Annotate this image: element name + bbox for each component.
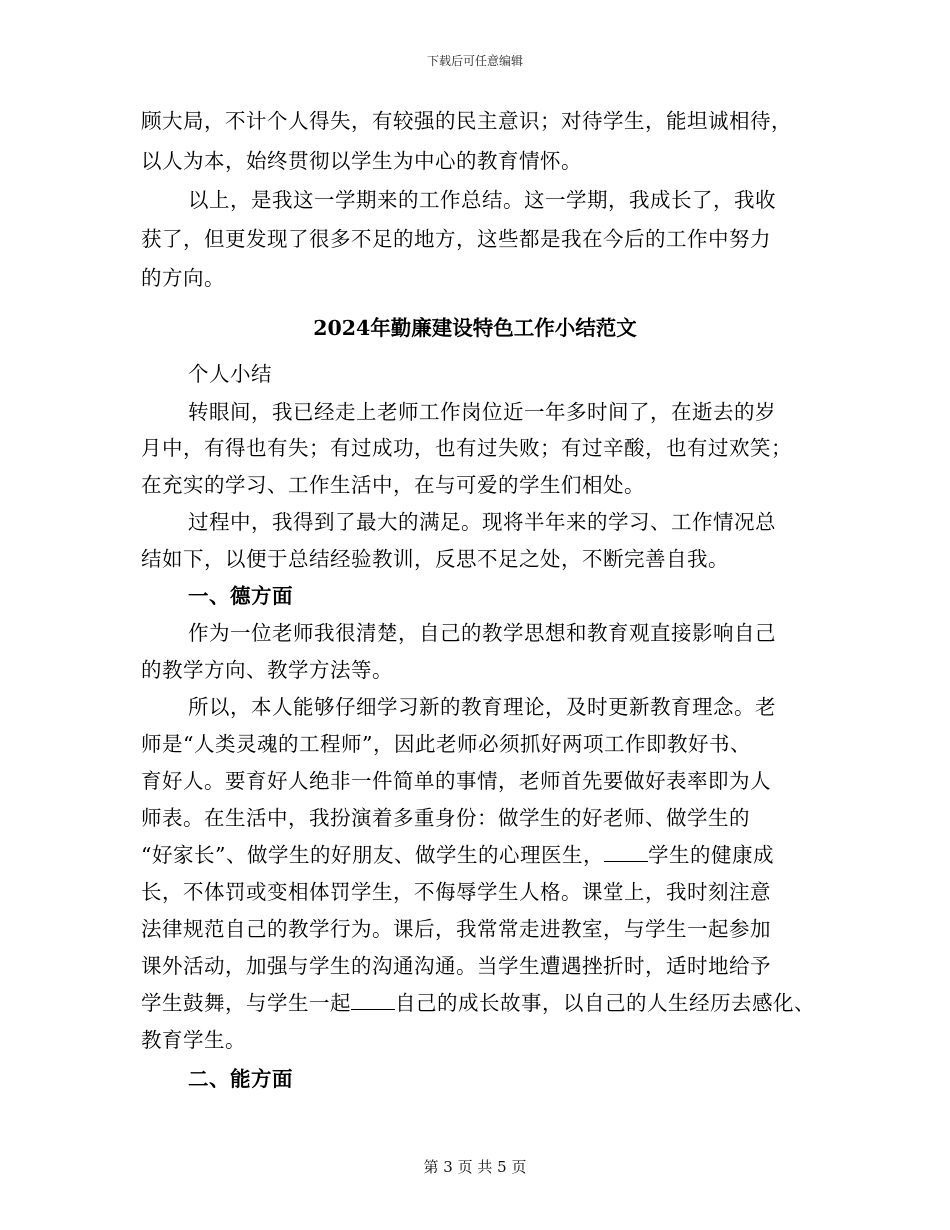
paragraph-5-line-2: 的教学方向、教学方法等。 [141, 658, 393, 682]
paragraph-6-line-7: 法律规范自己的教学行为。课后，我常常走进教室，与学生一起参加 [141, 917, 771, 941]
paragraph-6-line-1: 所以，本人能够仔细学习新的教育理论，及时更新教育理念。老 [188, 695, 776, 719]
paragraph-6-line-5-end: 学生的健康成 [647, 843, 774, 867]
fill-in-blank [351, 993, 395, 1010]
paragraph-4-line-1: 过程中，我得到了最大的满足。现将半年来的学习、工作情况总 [188, 510, 776, 534]
paragraph-5-line-1: 作为一位老师我很清楚，自己的教学思想和教育观直接影响自己 [188, 621, 776, 645]
paragraph-6-line-3: 育好人。要育好人绝非一件简单的事情，老师首先要做好表率即为人 [141, 769, 771, 793]
paragraph-6-line-5 [141, 845, 774, 866]
paragraph-3-line-3: 在充实的学习、工作生活中，在与可爱的学生们相处。 [141, 473, 645, 497]
paragraph-6-line-4: 师表。在生活中，我扮演着多重身份：做学生的好老师、做学生的 [141, 806, 750, 830]
paragraph-6-line-9-start: 学生鼓舞，与学生一起 [141, 991, 351, 1015]
paragraph-6-line-10: 教育学生。 [141, 1028, 246, 1052]
paragraph-1-line-2: 以人为本，始终贯彻以学生为中心的教育情怀。 [141, 149, 582, 173]
paragraph-6-line-9-end: 自己的成长故事，以自己的人生经历去感化、 [395, 991, 815, 1015]
paragraph-6-line-2: 师是“人类灵魂的工程师”，因此老师必须抓好两项工作即教好书、 [141, 732, 751, 756]
paragraph-6-line-5-start: “好家长”、做学生的好朋友、做学生的心理医生， [141, 843, 604, 867]
section-subtitle: 个人小结 [188, 362, 272, 386]
header-note: 下载后可任意编辑 [426, 54, 523, 68]
paragraph-3-line-2: 月中，有得也有失；有过成功，也有过失败；有过辛酸，也有过欢笑； [141, 436, 792, 460]
paragraph-3-line-1: 转眼间，我已经走上老师工作岗位近一年多时间了，在逝去的岁 [188, 400, 776, 424]
paragraph-2-line-3: 的方向。 [141, 266, 225, 290]
paragraph-6-line-9 [141, 993, 815, 1014]
paragraph-6-line-6: 长，不体罚或变相体罚学生，不侮辱学生人格。课堂上，我时刻注意 [141, 880, 771, 904]
paragraph-2-line-2: 获了，但更发现了很多不足的地方，这些都是我在今后的工作中努力 [141, 227, 771, 251]
paragraph-4-line-2: 结如下，以便于总结经验教训，反思不足之处，不断完善自我。 [141, 547, 729, 571]
page-number: 第 3 页 共 5 页 [423, 1158, 527, 1176]
paragraph-2-line-1: 以上，是我这一学期来的工作总结。这一学期，我成长了，我收 [188, 188, 776, 212]
document-title: 2024年勤廉建设特色工作小结范文 [313, 316, 637, 340]
heading-1: 一、德方面 [188, 584, 293, 608]
paragraph-6-line-8: 课外活动，加强与学生的沟通沟通。当学生遭遇挫折时，适时地给予 [141, 954, 771, 978]
paragraph-1-line-1: 顾大局，不计个人得失，有较强的民主意识；对待学生，能坦诚相待， [141, 109, 792, 133]
fill-in-blank [604, 845, 648, 862]
heading-2: 二、能方面 [188, 1067, 293, 1091]
